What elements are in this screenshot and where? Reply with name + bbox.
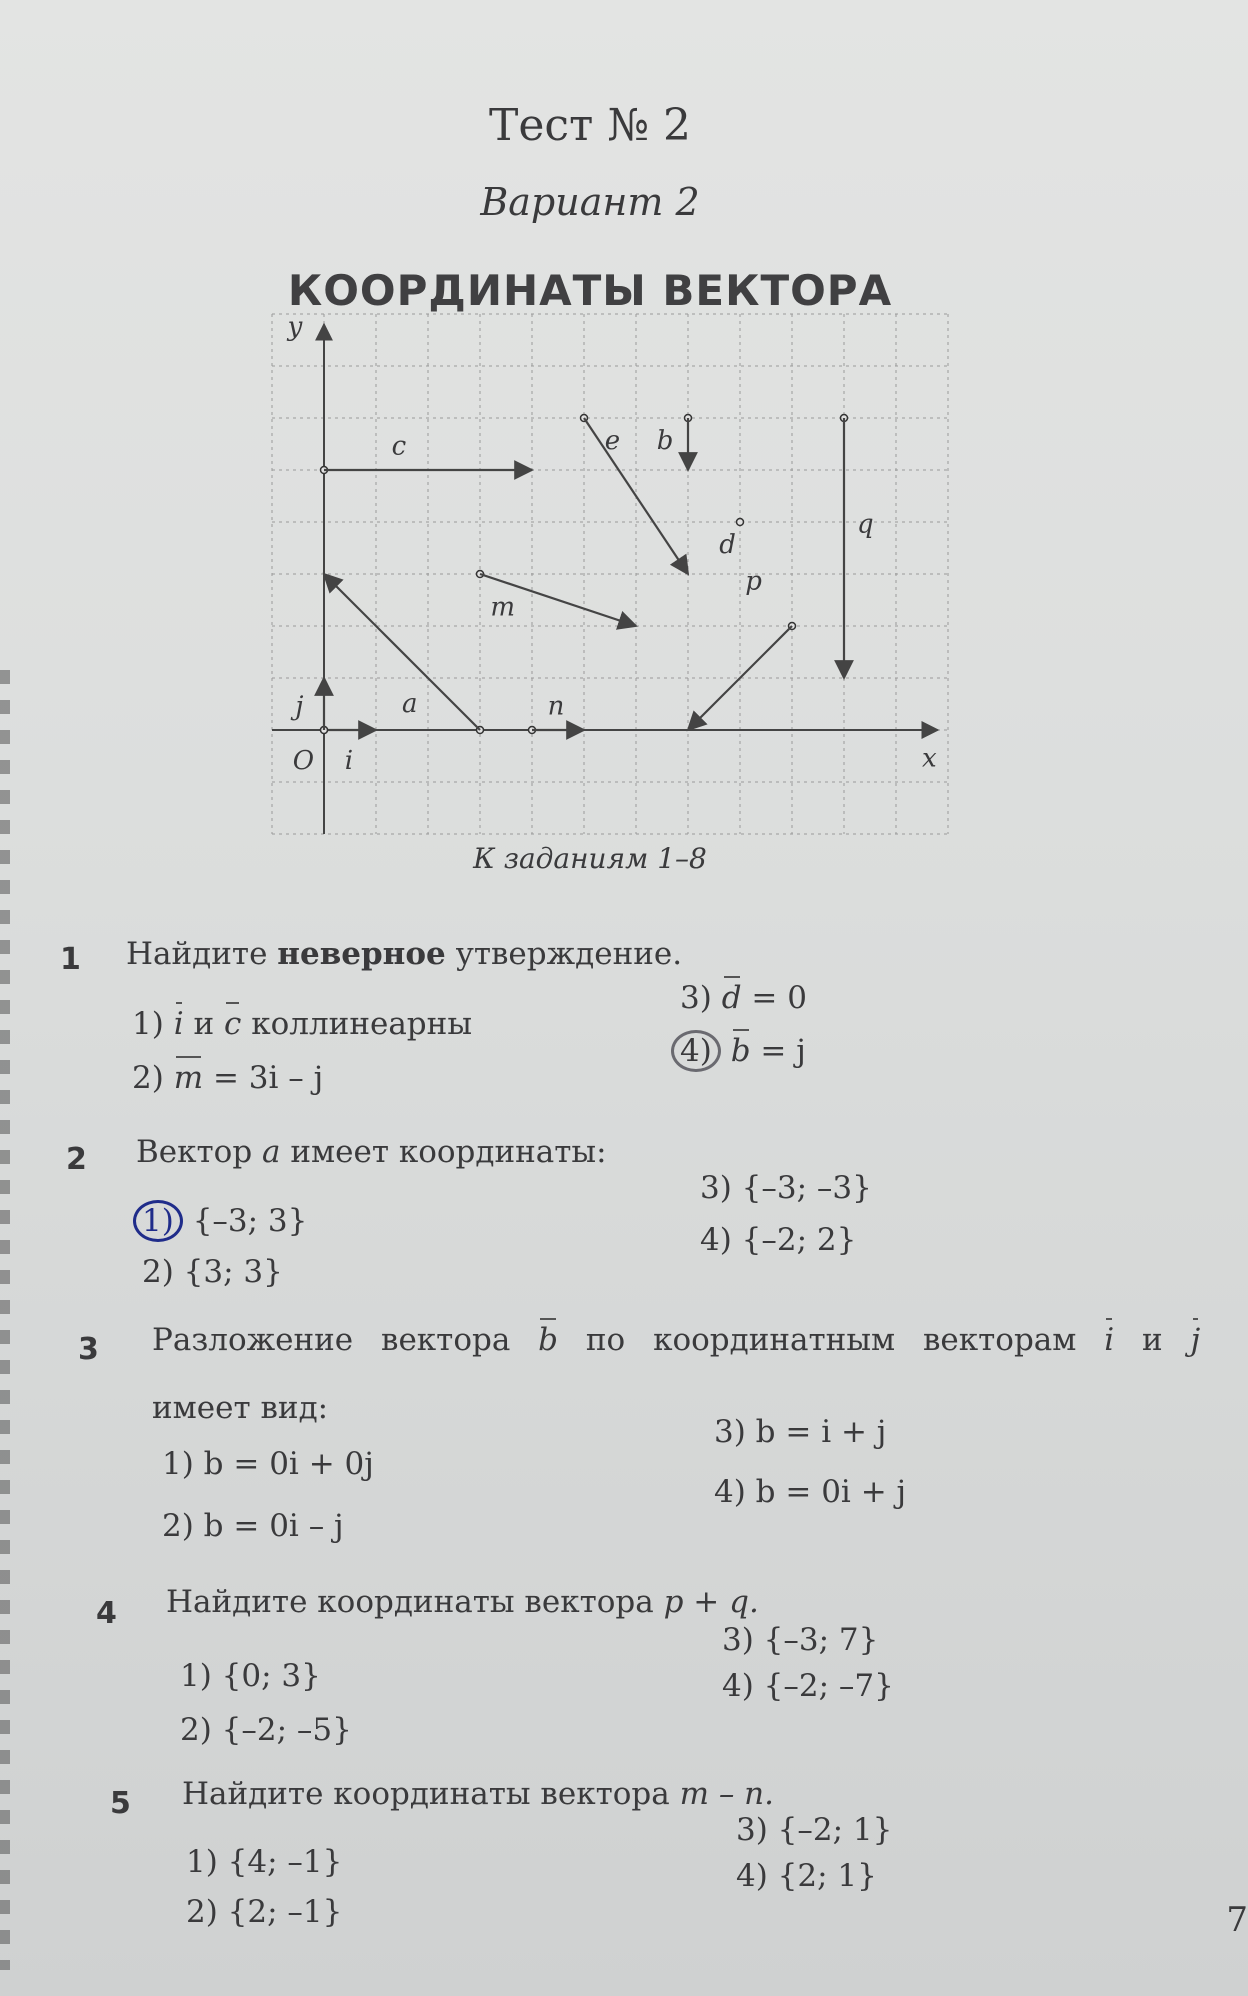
vector-grid-figure [280,311,960,840]
option[interactable]: 1) {4; –1} [186,1844,343,1880]
vector-label-q: q [857,509,874,540]
option[interactable]: 4) {2; 1} [736,1858,877,1894]
question-text: Вектор a имеет координаты: [136,1134,607,1170]
option[interactable]: 3) d = 0 [680,980,807,1016]
option[interactable]: 3) b = i + j [714,1414,887,1450]
question-number: 1 [60,942,81,977]
option[interactable]: 4) b = 0i + j [714,1474,907,1510]
option[interactable]: 3) {–3; –3} [700,1170,872,1206]
question-text: Найдите координаты вектора m – n. [182,1776,775,1812]
vector-label-d: d [719,530,736,561]
question-text-cont: имеет вид: [152,1390,329,1426]
option-selected[interactable]: 4) b = j [680,1030,806,1072]
pen-circle-mark: 1) [133,1200,183,1242]
option[interactable]: 2) {–2; –5} [180,1712,352,1748]
x-axis-label: x [922,743,937,774]
vector-label-b: b [656,426,674,457]
origin-label: O [292,746,315,776]
vector-label-n: n [547,691,565,722]
option[interactable]: 4) {–2; 2} [700,1222,857,1258]
topic-heading: КООРДИНАТЫ ВЕКТОРА [287,266,893,315]
j-label: j [295,691,304,722]
option[interactable]: 3) {–2; 1} [736,1812,893,1848]
question-number: 3 [78,1332,99,1367]
figure-caption: К заданиям 1–8 [473,842,707,875]
option[interactable]: 1) b = 0i + 0j [162,1446,374,1482]
question-number: 2 [66,1142,87,1177]
vector-label-a: a [402,688,418,719]
question-text: Найдите неверное утверждение. [126,936,683,972]
option-selected[interactable]: 1) {–3; 3} [142,1200,307,1242]
question-number: 4 [96,1596,117,1631]
question-text: Найдите координаты вектора p + q. [166,1584,759,1620]
vector-label-e: e [604,426,621,457]
question-number: 5 [110,1786,131,1821]
option[interactable]: 4) {–2; –7} [722,1668,894,1704]
page-number: 7 [1226,1900,1248,1940]
question-text: Разложение вектора b по координатным векторам i и j [152,1322,1201,1358]
vector-start-dot [737,519,744,526]
option[interactable]: 2) b = 0i – j [162,1508,344,1544]
i-label: i [344,746,354,776]
vector-label-m: m [490,592,516,623]
pencil-circle-mark: 4) [671,1030,721,1072]
option[interactable]: 2) {2; –1} [186,1894,343,1930]
y-axis-label: y [287,311,303,342]
option[interactable]: 1) i и c коллинеарны [132,1006,472,1042]
option[interactable]: 2) m = 3i – j [132,1060,324,1096]
option[interactable]: 3) {–3; 7} [722,1622,879,1658]
variant-label: Вариант 2 [480,180,700,224]
option[interactable]: 2) {3; 3} [142,1254,283,1290]
vector-label-c: c [391,431,407,462]
vector-label-p: p [745,566,762,597]
test-title: Тест № 2 [489,100,691,151]
option[interactable]: 1) {0; 3} [180,1658,321,1694]
